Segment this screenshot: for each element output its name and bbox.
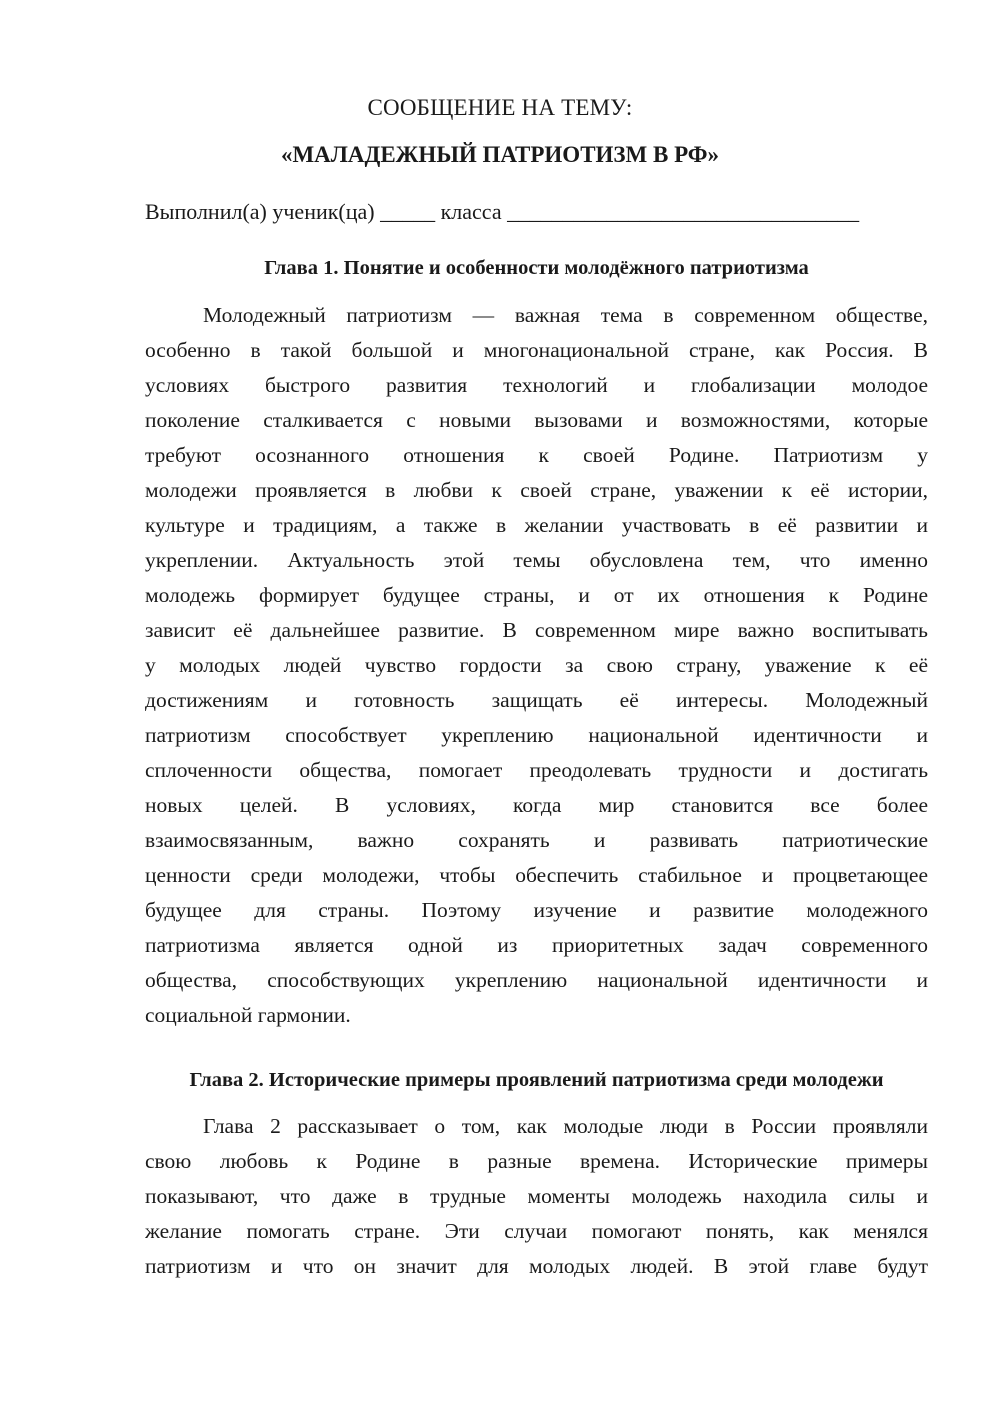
paragraph-line: зависит её дальнейшее развитие. В современном мире важно воспитывать [145,618,928,642]
paragraph-line: новых целей. В условиях, когда мир становится все более [145,793,928,817]
chapter-1-paragraph [145,298,928,1033]
paragraph-line: патриотизм и что он значит для молодых людей. В этой главе будут [145,1254,928,1278]
paragraph-line: поколение сталкивается с новыми вызовами и возможностями, которые [145,408,928,432]
paragraph-line: взаимосвязанным, важно сохранять и развивать патриотические [145,828,928,852]
paragraph-line: общества, способствующих укреплению национальной идентичности и [145,968,928,992]
document-title-line-1: СООБЩЕНИЕ НА ТЕМУ: [367,95,633,120]
paragraph-line: требуют осознанного отношения к своей Родине. Патриотизм у [145,443,928,467]
chapter-2-heading: Глава 2. Исторические примеры проявлений патриотизма среди молодежи [189,1069,884,1091]
paragraph-line: культуре и традициям, а также в желании участвовать в её развитии и [145,513,928,537]
chapter-2-paragraph [145,1109,928,1284]
paragraph-line: сплоченности общества, помогает преодолевать трудности и достигать [145,758,928,782]
paragraph-line: желание помогать стране. Эти случаи помогают понять, как менялся [145,1219,928,1243]
paragraph-line: укреплении. Актуальность этой темы обусловлена тем, что именно [145,548,928,572]
paragraph-line: показывают, что даже в трудные моменты молодежь находила силы и [145,1184,928,1208]
paragraph-line: условиях быстрого развития технологий и глобализации молодое [145,373,928,397]
paragraph-line: свою любовь к Родине в разные времена. Исторические примеры [145,1149,928,1173]
paragraph-line: особенно в такой большой и многонациональной стране, как Россия. В [145,338,928,362]
paragraph-line: патриотизма является одной из приоритетных задач современного [145,933,928,957]
paragraph-line: ценности среди молодежи, чтобы обеспечить стабильное и процветающее [145,863,928,887]
paragraph-line: достижениям и готовность защищать её интересы. Молодежный [145,688,928,712]
paragraph-line: Глава 2 рассказывает о том, как молодые люди в России проявляли [203,1114,928,1138]
paragraph-line: Молодежный патриотизм — важная тема в современном обществе, [203,303,928,327]
chapter-1-heading: Глава 1. Понятие и особенности молодёжного патриотизма [264,257,809,279]
performer-line: Выполнил(а) ученик(ца) _____ класса ________________________________ [145,199,860,224]
paragraph-line: будущее для страны. Поэтому изучение и развитие молодежного [145,898,928,922]
paragraph-line: у молодых людей чувство гордости за свою страну, уважение к её [145,653,928,677]
paragraph-line: молодежь формирует будущее страны, и от их отношения к Родине [145,583,928,607]
paragraph-line: социальной гармонии. [145,1003,351,1027]
paragraph-line: молодежи проявляется в любви к своей стране, уважении к её истории, [145,478,928,502]
paragraph-line: патриотизм способствует укреплению национальной идентичности и [145,723,928,747]
document-title-line-2: «МАЛАДЕЖНЫЙ ПАТРИОТИЗМ В РФ» [280,142,720,167]
